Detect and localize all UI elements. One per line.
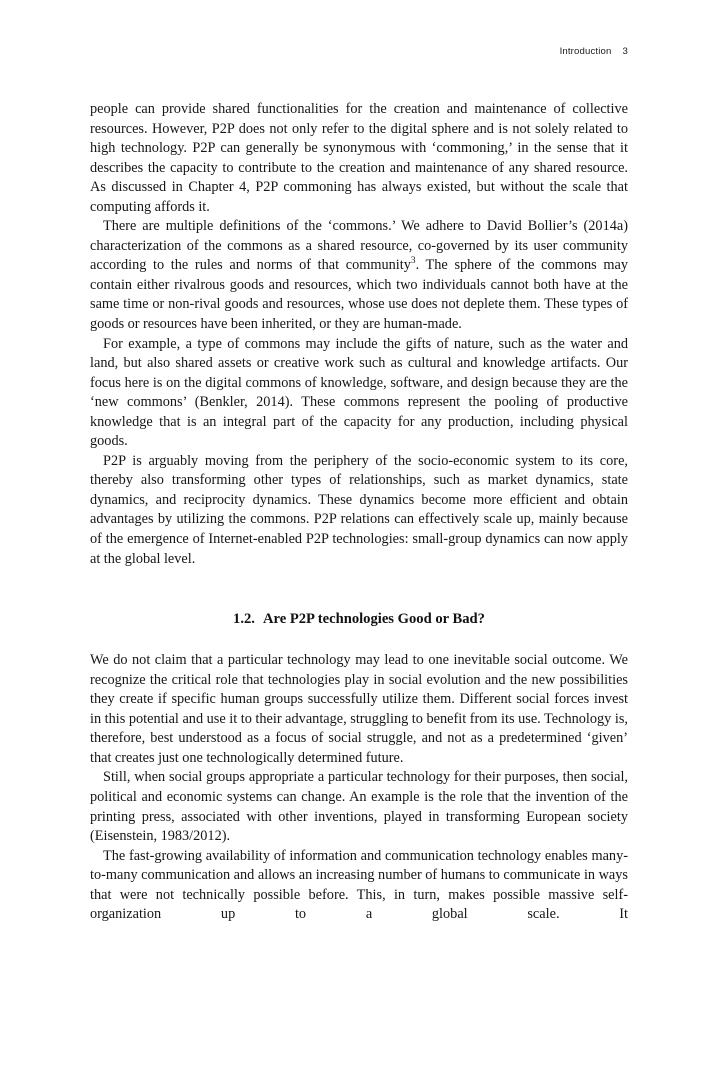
paragraph-fast-growing-availability: The fast-growing availability of information and communication technology enables many-to-many communication and allows an increasing number of humans to communicate in ways that were not technically possible before. This, in turn, makes possible massive self-organization up to a global scale. It bbox=[90, 847, 628, 923]
paragraph-p2p-periphery: P2P is arguably moving from the periphery of the socio-economic system to its core, thereby also transforming other types of relationships, such as market dynamics, state dynamics, and reciprocity dynamics. These dynamics become more efficient and obtain advantages by utilizing the commons. P2P relations can effectively scale up, mainly because of the emergence of Internet-enabled P2P technologies: small-group dynamics can now apply at the global level. bbox=[90, 452, 628, 567]
section-heading bbox=[90, 609, 628, 629]
section-heading-block bbox=[90, 569, 628, 651]
text-column bbox=[90, 100, 628, 944]
paragraph-for-example: For example, a type of commons may include the gifts of nature, such as the water and land, but also shared assets or creative work such as cultural and knowledge artifacts. Our focus here is on the digital commons of knowledge, software, and design because they are the ‘new commons’ (Benkler, 2014). These commons represent the pooling of productive knowledge that is an integral part of the capacity for any production, including physical goods. bbox=[90, 335, 628, 450]
section-title: Are P2P technologies Good or Bad? bbox=[262, 611, 485, 628]
paragraph-still-when-social-groups: Still, when social groups appropriate a particular technology for their purposes, then social, political and economic systems can change. An example is the role that the invention of the printing press, associated with other inventions, played in transforming European society (Eisenstein, 1983/2012). bbox=[90, 769, 628, 845]
running-header-title: Introduction bbox=[559, 46, 612, 57]
page-number: 3 bbox=[622, 46, 628, 57]
paragraph-text-before-footnote: There are multiple definitions of the ‘commons.’ We adhere to David Bollier’s (2014a) characterization of the commons as a shared resource, co-governed by its user community according to the rules and norms of that community bbox=[90, 218, 628, 274]
section-number: 1.2. bbox=[233, 611, 255, 628]
paragraph-text-after-footnote: . The sphere of the commons may contain either rivalrous goods and resources, which two individuals cannot both have at the same time or non-rival goods and resources, whose use does not deplete them. These types of goods or resources have been inherited, or they are human-made. bbox=[90, 257, 628, 333]
paragraph-people-can-provide: people can provide shared functionalities for the creation and maintenance of collective resources. However, P2P does not only refer to the digital sphere and is not solely related to high technology. P2P can generally be synonymous with ‘commoning,’ in the sense that it describes the capacity to contribute to the creation and maintenance of any shared resource. As discussed in Chapter 4, P2P commoning has always existed, but without the scale that computing affords it. bbox=[90, 101, 628, 215]
paragraph-we-do-not-claim: We do not claim that a particular technology may lead to one inevitable social outcome. We recognize the critical role that technologies play in social evolution and the new possibilities they create if specific human groups successfully utilize them. Different social forces invest in this potential and use it to their advantage, struggling to benefit from its use. Technology is, therefore, best understood as a focus of social struggle, and not as a predetermined ‘given’ that creates just one technologically determined future. bbox=[90, 652, 628, 766]
footnote-marker[interactable]: 3 bbox=[410, 256, 416, 267]
running-header bbox=[90, 46, 628, 57]
paragraph-multiple-definitions bbox=[90, 217, 628, 334]
